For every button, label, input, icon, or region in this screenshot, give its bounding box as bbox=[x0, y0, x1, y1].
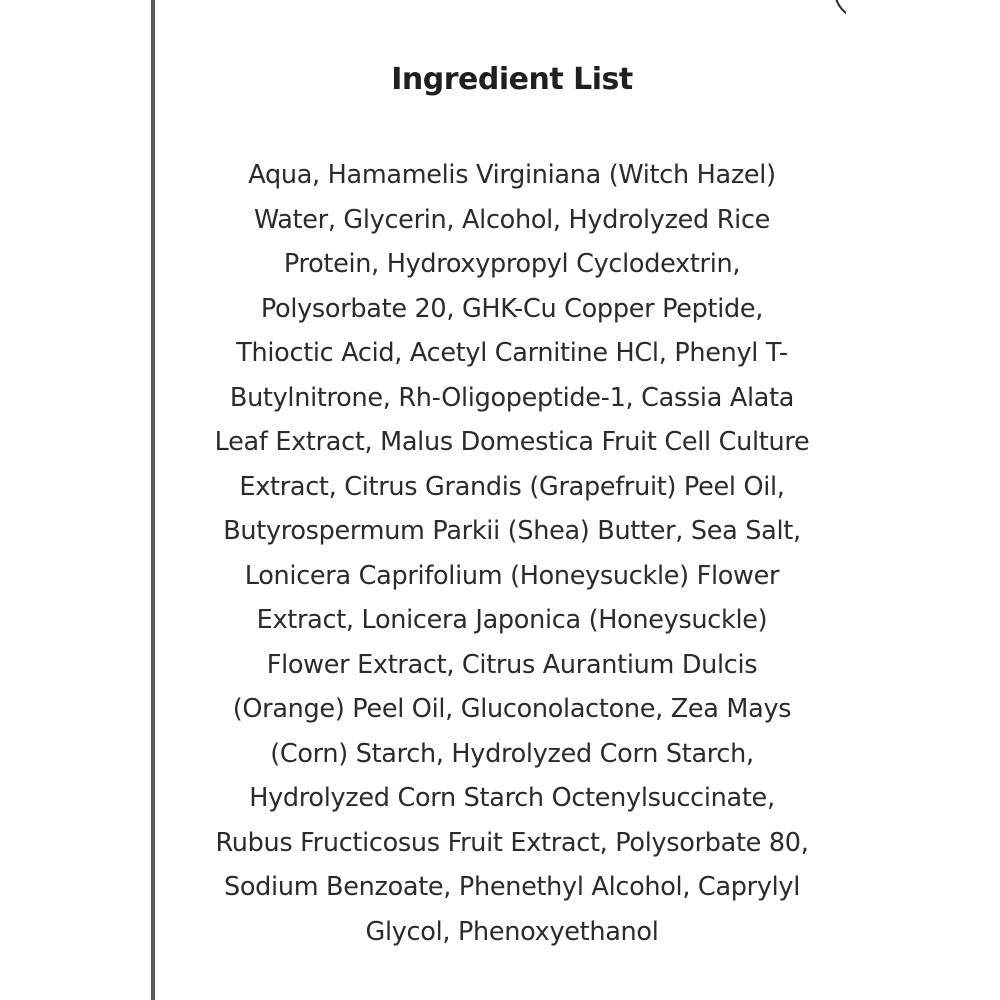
ingredient-list bbox=[200, 153, 824, 954]
ingredient-line: Hydrolyzed Corn Starch Octenylsuccinate, bbox=[249, 783, 775, 813]
corner-arc-mask bbox=[846, 0, 916, 40]
page-title: Ingredient List bbox=[391, 62, 633, 97]
ingredient-line: Butyrospermum Parkii (Shea) Butter, Sea Salt, bbox=[223, 516, 801, 546]
ingredient-line: Extract, Lonicera Japonica (Honeysuckle) bbox=[256, 605, 768, 635]
ingredient-line: Water, Glycerin, Alcohol, Hydrolyzed Rice bbox=[253, 204, 771, 235]
ingredient-line: Sodium Benzoate, Phenethyl Alcohol, Caprylyl bbox=[223, 872, 800, 902]
ingredient-line: (Orange) Peel Oil, Gluconolactone, Zea Mays bbox=[232, 694, 792, 724]
ingredient-line: Leaf Extract, Malus Domestica Fruit Cell Culture bbox=[214, 427, 810, 457]
ingredient-line: Flower Extract, Citrus Aurantium Dulcis bbox=[266, 649, 758, 680]
ingredient-line: (Corn) Starch, Hydrolyzed Corn Starch, bbox=[270, 738, 754, 769]
ingredient-line: Butylnitrone, Rh-Oligopeptide-1, Cassia Alata bbox=[229, 382, 795, 413]
ingredient-line: Glycol, Phenoxyethanol bbox=[365, 916, 659, 947]
ingredient-line: Protein, Hydroxypropyl Cyclodextrin, bbox=[283, 249, 741, 279]
ingredient-line: Thioctic Acid, Acetyl Carnitine HCl, Phenyl T- bbox=[236, 338, 788, 368]
ingredient-line: Polysorbate 20, GHK-Cu Copper Peptide, bbox=[260, 293, 764, 324]
ingredient-line: Lonicera Caprifolium (Honeysuckle) Flower bbox=[244, 560, 780, 591]
ingredient-line: Extract, Citrus Grandis (Grapefruit) Peel Oil, bbox=[239, 471, 785, 502]
left-border-line bbox=[151, 0, 155, 1000]
ingredient-line: Rubus Fructicosus Fruit Extract, Polysorbate 80, bbox=[215, 827, 809, 858]
ingredient-line: Aqua, Hamamelis Virginiana (Witch Hazel) bbox=[248, 160, 776, 190]
